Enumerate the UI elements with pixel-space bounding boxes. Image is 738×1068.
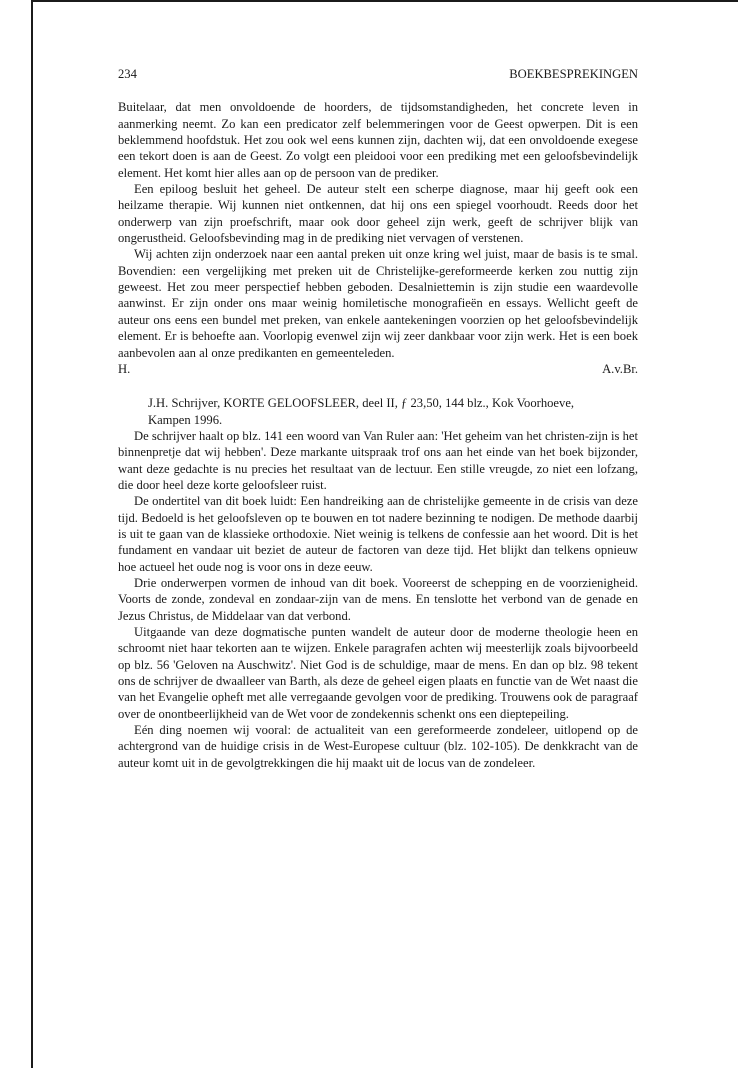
review1-paragraph-1: Buitelaar, dat men onvoldoende de hoorders, de tijdsomstandigheden, het concrete leven in aanmerking neemt. Zo kan een predicator zelf belemmeringen voor de Geest opwerpen. Dit is een beklemmend hoofdstuk. Het zou ook wel eens kunnen zijn, dachten wij, dat een onvoldoende exegese een tekort doen is aan de Geest. Zo volgt een pleidooi voor een prediking met een geloofsbevindelijk element. Het komt hier alles aan op de persoon van de prediker. [118, 100, 638, 180]
review1-reviewer: A.v.Br. [602, 361, 638, 376]
review1-place: H. [118, 361, 131, 376]
review1-signature [118, 361, 638, 377]
page-body [118, 66, 638, 771]
review2-paragraph-4: Uitgaande van deze dogmatische punten wandelt de auteur door de moderne theologie heen en schroomt niet haar tekorten aan te wijzen. Enkele paragrafen achten wij meesterlijk zoals bijvoorbeeld op blz. 56 'Geloven na Auschwitz'. Niet God is de schuldige, maar de mens. En dan op blz. 98 tekent ons de schrijver de dwaalleer van Barth, als deze de geheel eigen plaats en functie van de Wet naast die van het Evangelie opheft met alle verregaande gevolgen voor de prediking. Trouwens ook de paragraaf over de onontbeerlijkheid van de Wet voor de zondekennis schenkt ons een dieptepeiling. [118, 625, 638, 721]
review2-paragraph-5: Eén ding noemen wij vooral: de actualiteit van een gereformeerde zondeleer, uitlopend op de achtergrond van de huidige crisis in de West-Europese cultuur (blz. 102-105). De denkkracht van de auteur komt uit in de gevolgtrekkingen die hij maakt uit de locus van de zondeleer. [118, 723, 638, 770]
page-number: 234 [118, 67, 137, 81]
scan-border-top [31, 0, 738, 2]
review2-paragraph-2: De ondertitel van dit boek luidt: Een handreiking aan de christelijke gemeente in de crisis van deze tijd. Bedoeld is het geloofsleven op te bouwen en tot nadere bezinning te nodigen. De methode daarbij is uit te gaan van de klassieke orthodoxie. Niet weinig is telkens de confessie aan het woord. Dit is het fundament en vandaar uit beziet de auteur de factoren van deze tijd. Het blijkt dan telkens opnieuw hoe actueel het oude nog is voor ons in deze eeuw. [118, 494, 638, 574]
running-head [118, 66, 638, 82]
review2-bibliography [118, 395, 638, 428]
review2-bib-line-2: Kampen 1996. [148, 412, 223, 427]
review2-bib-line-1: J.H. Schrijver, KORTE GELOOFSLEER, deel II, ƒ 23,50, 144 blz., Kok Voorhoeve, [148, 396, 575, 411]
section-title: BOEKBESPREKINGEN [509, 67, 638, 81]
review1-paragraph-3: Wij achten zijn onderzoek naar een aantal preken uit onze kring wel juist, maar de basis is te smal. Bovendien: een vergelijking met preken uit de Christelijke-gereformeerde kerken zou nuttig zijn geweest. Het zou meer perspectief hebben geboden. Desalniettemin is zijn studie een waardevolle aanwinst. Er zijn onder ons maar weinig homiletische monografieën en essays. Wellicht geeft de auteur ons eens een bundel met preken, van enkele aantekeningen voorzien op het geloofsbevindelijk element. Er is behoefte aan. Voorlopig evenwel zijn wij zeer dankbaar voor zijn werk. Het is een boek aanbevolen aan al onze predikanten en gemeenteleden. [118, 247, 638, 360]
review2-paragraph-1: De schrijver haalt op blz. 141 een woord van Van Ruler aan: 'Het geheim van het christen-zijn is het binnenpretje dat wij hebben'. Deze markante uitspraak trof ons aan het einde van het boek bijzonder, want deze gedachte is nu precies het resultaat van de lectuur. Een stille vreugde, zo niet een lofzang, die door heel deze korte geloofsleer ruist. [118, 428, 638, 492]
review2-paragraph-3: Drie onderwerpen vormen de inhoud van dit boek. Vooreerst de schepping en de voorzienigheid. Voorts de zonde, zondeval en zondaar-zijn van de mens. En tenslotte het verbond van de genade en Jezus Christus, de Middelaar van dat verbond. [118, 575, 638, 623]
review1-paragraph-2: Een epiloog besluit het geheel. De auteur stelt een scherpe diagnose, maar hij geeft ook een heilzame therapie. Wij kunnen niet ontkennen, dat hij ons een spiegel voorhoudt. Reeds door het onderwerp van zijn proefschrift, maar ook door geheel zijn werk, geeft de schrijver blijk van ongerustheid. Geloofsbevinding mag in de prediking niet vervagen of verstenen. [118, 182, 638, 246]
scan-border-left [31, 0, 33, 1068]
